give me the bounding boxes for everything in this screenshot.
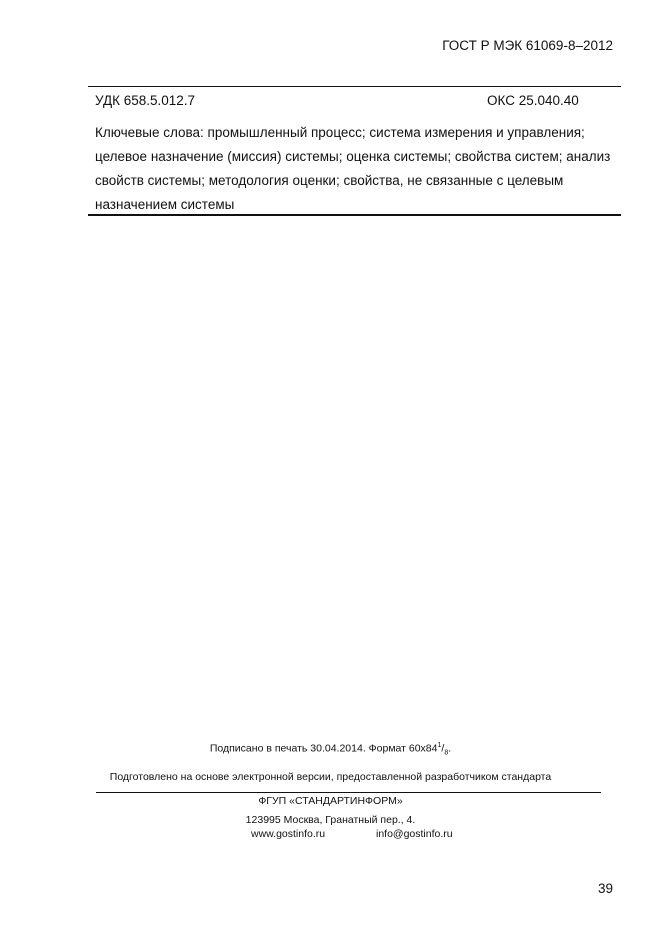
top-rule: [88, 86, 621, 87]
keywords-line: целевое назначение (миссия) системы; оценка системы; свойства систем; анализ: [95, 149, 611, 164]
signed-text: Подписано в печать 30.04.2014. Формат 60x84: [209, 742, 438, 755]
email-link[interactable]: info@gostinfo.ru: [376, 828, 453, 840]
format-denominator: 8: [444, 749, 449, 757]
keywords-line: свойств системы; методология оценки; свойства, не связанные с целевым: [95, 173, 564, 188]
publisher-name: ФГУП «СТАНДАРТИНФОРМ»: [258, 795, 403, 807]
keywords-line: назначением системы: [95, 197, 235, 212]
website-link[interactable]: www.gostinfo.ru: [251, 828, 326, 840]
page-number: 39: [597, 881, 613, 896]
keywords-block: [95, 121, 617, 217]
keywords-line: Ключевые слова: промышленный процесс; система измерения и управления;: [95, 125, 585, 140]
imprint-rule: [96, 792, 601, 793]
keywords-bottom-rule: [88, 214, 621, 216]
udk-code: УДК 658.5.012.7: [95, 93, 196, 108]
prepared-note: Подготовлено на основе электронной версии, предоставленной разработчиком стандарта: [109, 771, 552, 783]
publisher-address: 123995 Москва, Гранатный пер., 4.: [245, 814, 416, 826]
standard-code: ГОСТ Р МЭК 61069-8–2012: [442, 38, 613, 53]
format-numerator: 1: [437, 742, 442, 749]
oks-code: ОКС 25.040.40: [487, 93, 579, 108]
signed-for-print: Подписано в печать 30.04.2014. Формат $60x84^1/_8$.: [209, 742, 452, 757]
format-suffix: .: [448, 742, 452, 755]
